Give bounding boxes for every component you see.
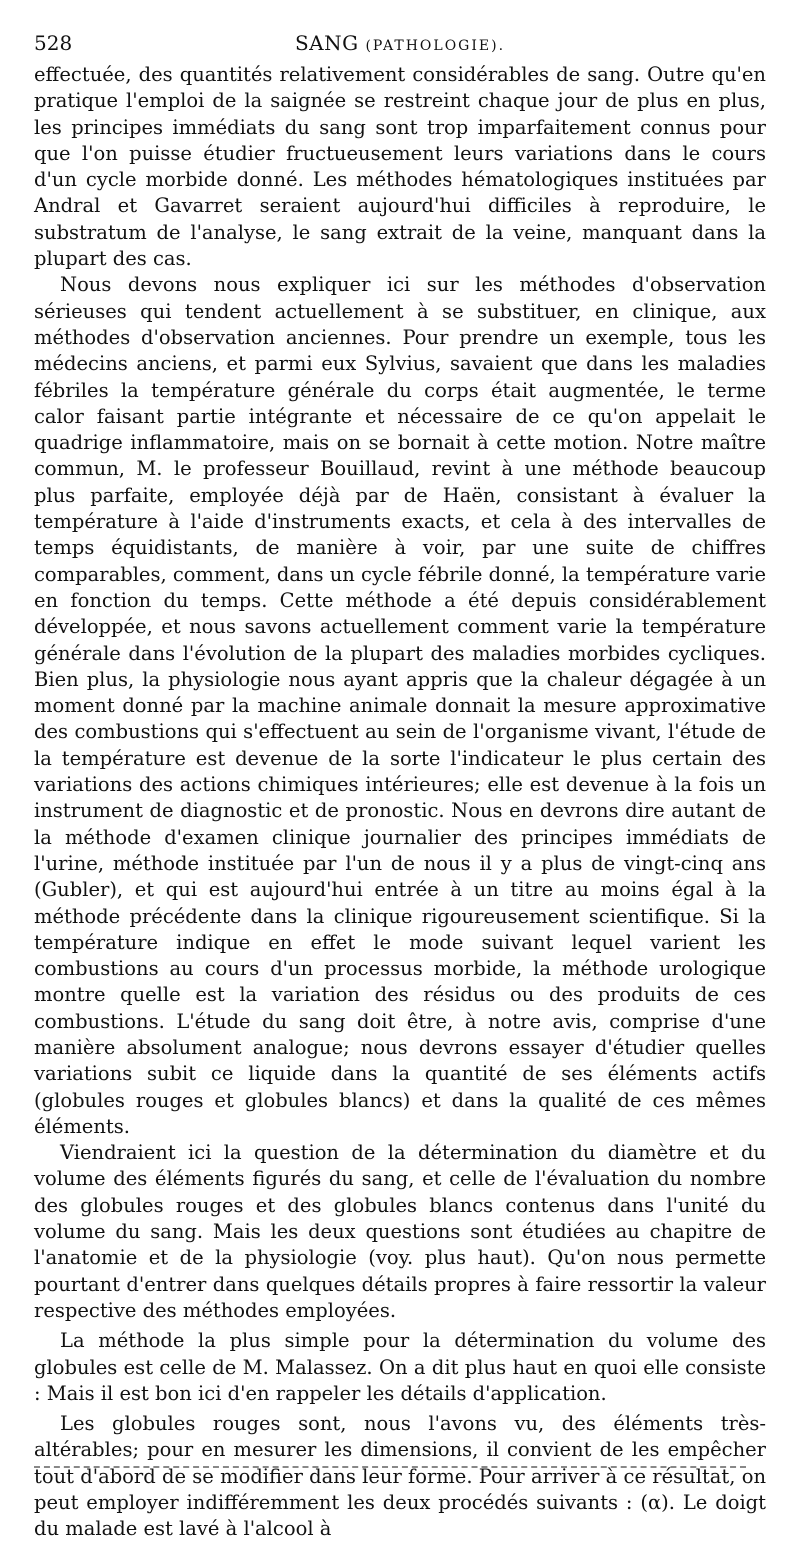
- page-number: 528: [34, 31, 73, 55]
- paragraph: Les globules rouges sont, nous l'avons vu, des éléments très-altérables; pour en mesurer les dimensions, il convient de les empêcher tout d'abord de se modifier dans leur forme. Pour arriver à ce résultat, on peut employer indifféremment les deux procédés suivants : (α). Le doigt du malade est lavé à l'alcool à: [34, 1412, 766, 1541]
- paragraph: Nous devons nous expliquer ici sur les méthodes d'observation sérieuses qui tendent actuellement à se substituer, en clinique, aux méthodes d'observation anciennes. Pour prendre un exemple, tous les médecins anciens, et parmi eux Sylvius, savaient que dans les maladies fébriles la température générale du corps était augmentée, le terme calor faisant partie intégrante et nécessaire de ce qu'on appelait le quadrige inflammatoire, mais on se bornait à cette motion. Notre maître commun, M. le professeur Bouillaud, revint à une méthode beaucoup plus parfaite, employée déjà par de Haën, consistant à évaluer la température à l'aide d'instruments exacts, et cela à des intervalles de temps équidistants, de manière à voir, par une suite de chiffres comparables, comment, dans un cycle fébrile donné, la température varie en fonction du temps. Cette méthode a été depuis considérablement développée, et nous savons actuellement comment varie la température générale dans l'évolution de la plupart des maladies morbides cycliques. Bien plus, la physiologie nous ayant appris que la chaleur dégagée à un moment donné par la machine animale donnait la mesure approximative des combustions qui s'effectuent au sein de l'organisme vivant, l'étude de la température est devenue de la sorte l'indicateur le plus certain des variations des actions chimiques intérieures; elle est devenue à la fois un instrument de diagnostic et de pronostic. Nous en devrons dire autant de la méthode d'examen clinique journalier des principes immédiats de l'urine, méthode instituée par l'un de nous il y a plus de vingt-cinq ans (Gubler), et qui est aujourd'hui entrée à un titre au moins égal à la méthode précédente dans la clinique rigoureusement scientifique. Si la température indique en effet le mode suivant lequel varient les combustions au cours d'un processus morbide, la méthode urologique montre quelle est la variation des résidus ou des produits de ces combustions. L'étude du sang doit être, à notre avis, comprise d'une manière absolument analogue; nous devrons essayer d'étudier quelles variations subit ce liquide dans la quantité de ses éléments actifs (globules rouges et globules blancs) et dans la qualité de ces mêmes éléments.: [34, 273, 767, 1138]
- paragraph: La méthode la plus simple pour la détermination du volume des globules est celle de M. Malassez. On a dit plus haut en quoi elle consiste : Mais il est bon ici d'en rappeler les détails d'application.: [34, 1329, 766, 1405]
- running-head: [34, 30, 766, 59]
- paragraph: Viendraient ici la question de la détermination du diamètre et du volume des éléments figurés du sang, et celle de l'évaluation du nombre des globules rouges et des globules blancs contenus dans l'unité du volume du sang. Mais les deux questions sont étudiées au chapitre de l'anatomie et de la physiologie (voy. plus haut). Qu'on nous permette pourtant d'entrer dans quelques détails propres à faire ressortir la valeur respective des méthodes employées.: [34, 1141, 766, 1322]
- running-head-title: SANG: [294, 31, 359, 55]
- running-head-subtitle: (PATHOLOGIE).: [365, 38, 506, 54]
- footer-divider: [34, 1466, 746, 1468]
- body-text: [34, 62, 766, 1543]
- paragraph: effectuée, des quantités relativement considérables de sang. Outre qu'en pratique l'emploi de la saignée se restreint chaque jour de plus en plus, les principes immédiats du sang sont trop imparfaitement connus pour que l'on puisse étudier fructueusement leurs variations dans le cours d'un cycle morbide donné. Les méthodes hématologiques instituées par Andral et Gavarret seraient aujourd'hui difficiles à reproduire, le substratum de l'analyse, le sang extrait de la veine, manquant dans la plupart des cas.: [34, 63, 766, 271]
- page-header: [34, 30, 766, 62]
